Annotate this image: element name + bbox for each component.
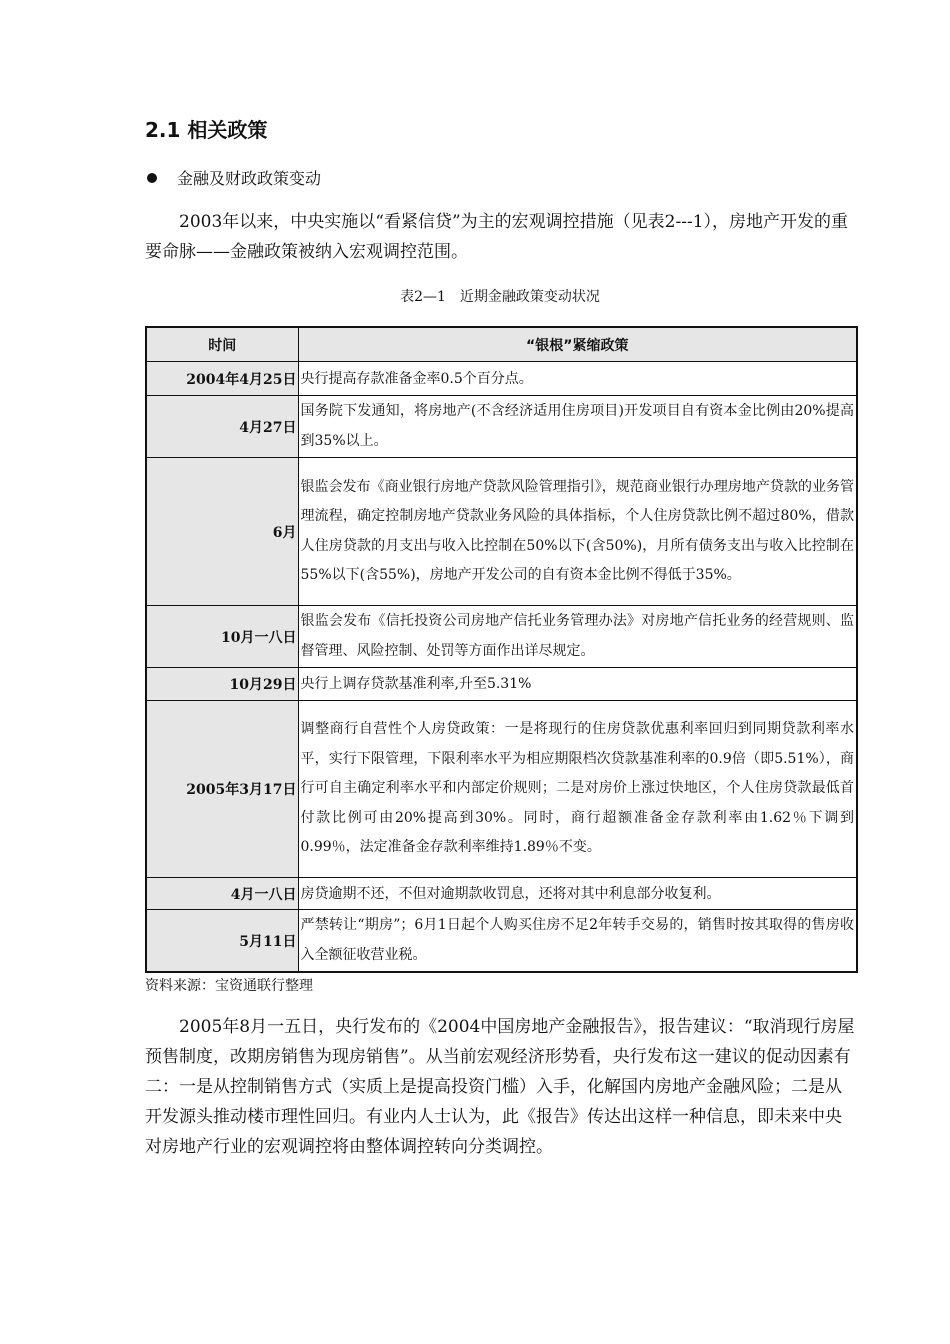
table-row <box>146 606 857 668</box>
table-row <box>146 701 857 878</box>
row-date: 4月一八日 <box>146 878 298 910</box>
row-date: 5月11日 <box>146 910 298 973</box>
bullet-dot-icon <box>147 173 157 183</box>
table-source-note: 资料来源：宝资通联行整理 <box>145 978 313 994</box>
row-date: 6月 <box>146 458 298 606</box>
bullet-item <box>145 166 321 189</box>
row-text: 央行提高存款准备金率0.5个百分点。 <box>298 362 857 396</box>
header-policy: “银根”紧缩政策 <box>298 327 857 362</box>
table-row <box>146 458 857 606</box>
table-header-row <box>146 327 857 362</box>
row-text: 国务院下发通知，将房地产(不含经济适用住房项目)开发项目自有资本金比例由20%提高到35%以上。 <box>298 396 857 458</box>
table-row <box>146 396 857 458</box>
row-date: 2005年3月17日 <box>146 701 298 878</box>
row-text: 房贷逾期不还，不但对逾期款收罚息，还将对其中利息部分收复利。 <box>298 878 857 910</box>
table-row <box>146 362 857 396</box>
body-paragraph: 2005年8月一五日，央行发布的《2004中国房地产金融报告》，报告建议：“取消现行房屋预售制度，改期房销售为现房销售”。从当前宏观经济形势看，央行发布这一建议的促动因素有二：一是从控制销售方式（实质上是提高投资门槛）入手，化解国内房地产金融风险；二是从开发源头推动楼市理性回归。有业内人士认为，此《报告》传达出这样一种信息，即未来中央对房地产行业的宏观调控将由整体调控转向分类调控。 <box>145 1017 855 1157</box>
intro-paragraph: 2003年以来，中央实施以“看紧信贷”为主的宏观调控措施（见表2---1），房地产开发的重要命脉——金融政策被纳入宏观调控范围。 <box>145 212 849 262</box>
row-text: 银监会发布《商业银行房地产贷款风险管理指引》，规范商业银行办理房地产贷款的业务管理流程，确定控制房地产贷款业务风险的具体指标，个人住房贷款比例不超过80%，借款人住房贷款的月支出与收入比控制在50%以下(含50%)，月所有债务支出与收入比控制在55%以下(含55%)，房地产开发公司的自有资本金比例不得低于35%。 <box>298 458 857 606</box>
table-row <box>146 668 857 701</box>
row-text: 央行上调存贷款基准利率,升至5.31% <box>298 668 857 701</box>
row-date: 4月27日 <box>146 396 298 458</box>
bullet-text: 金融及财政政策变动 <box>177 169 322 188</box>
row-date: 2004年4月25日 <box>146 362 298 396</box>
table-row <box>146 878 857 910</box>
table-row <box>146 910 857 973</box>
header-time: 时间 <box>146 327 298 362</box>
row-text: 银监会发布《信托投资公司房地产信托业务管理办法》对房地产信托业务的经营规则、监督管理、风险控制、处罚等方面作出详尽规定。 <box>298 606 857 668</box>
row-text: 调整商行自营性个人房贷政策：一是将现行的住房贷款优惠利率回归到同期贷款利率水平，实行下限管理，下限利率水平为相应期限档次贷款基准利率的0.9倍（即5.51%），商行可自主确定利率水平和内部定价规则；二是对房价上涨过快地区，个人住房贷款最低首付款比例可由20%提高到30%。同时，商行超额准备金存款利率由1.62％下调到0.99％，法定准备金存款利率维持1.89％不变。 <box>298 701 857 878</box>
row-date: 10月一八日 <box>146 606 298 668</box>
row-date: 10月29日 <box>146 668 298 701</box>
table-caption: 表2—1 近期金融政策变动状况 <box>400 289 600 305</box>
row-text: 严禁转让“期房”；6月1日起个人购买住房不足2年转手交易的，销售时按其取得的售房收入全额征收营业税。 <box>298 910 857 973</box>
policy-table <box>145 326 858 973</box>
section-heading: 2.1 相关政策 <box>145 118 268 142</box>
